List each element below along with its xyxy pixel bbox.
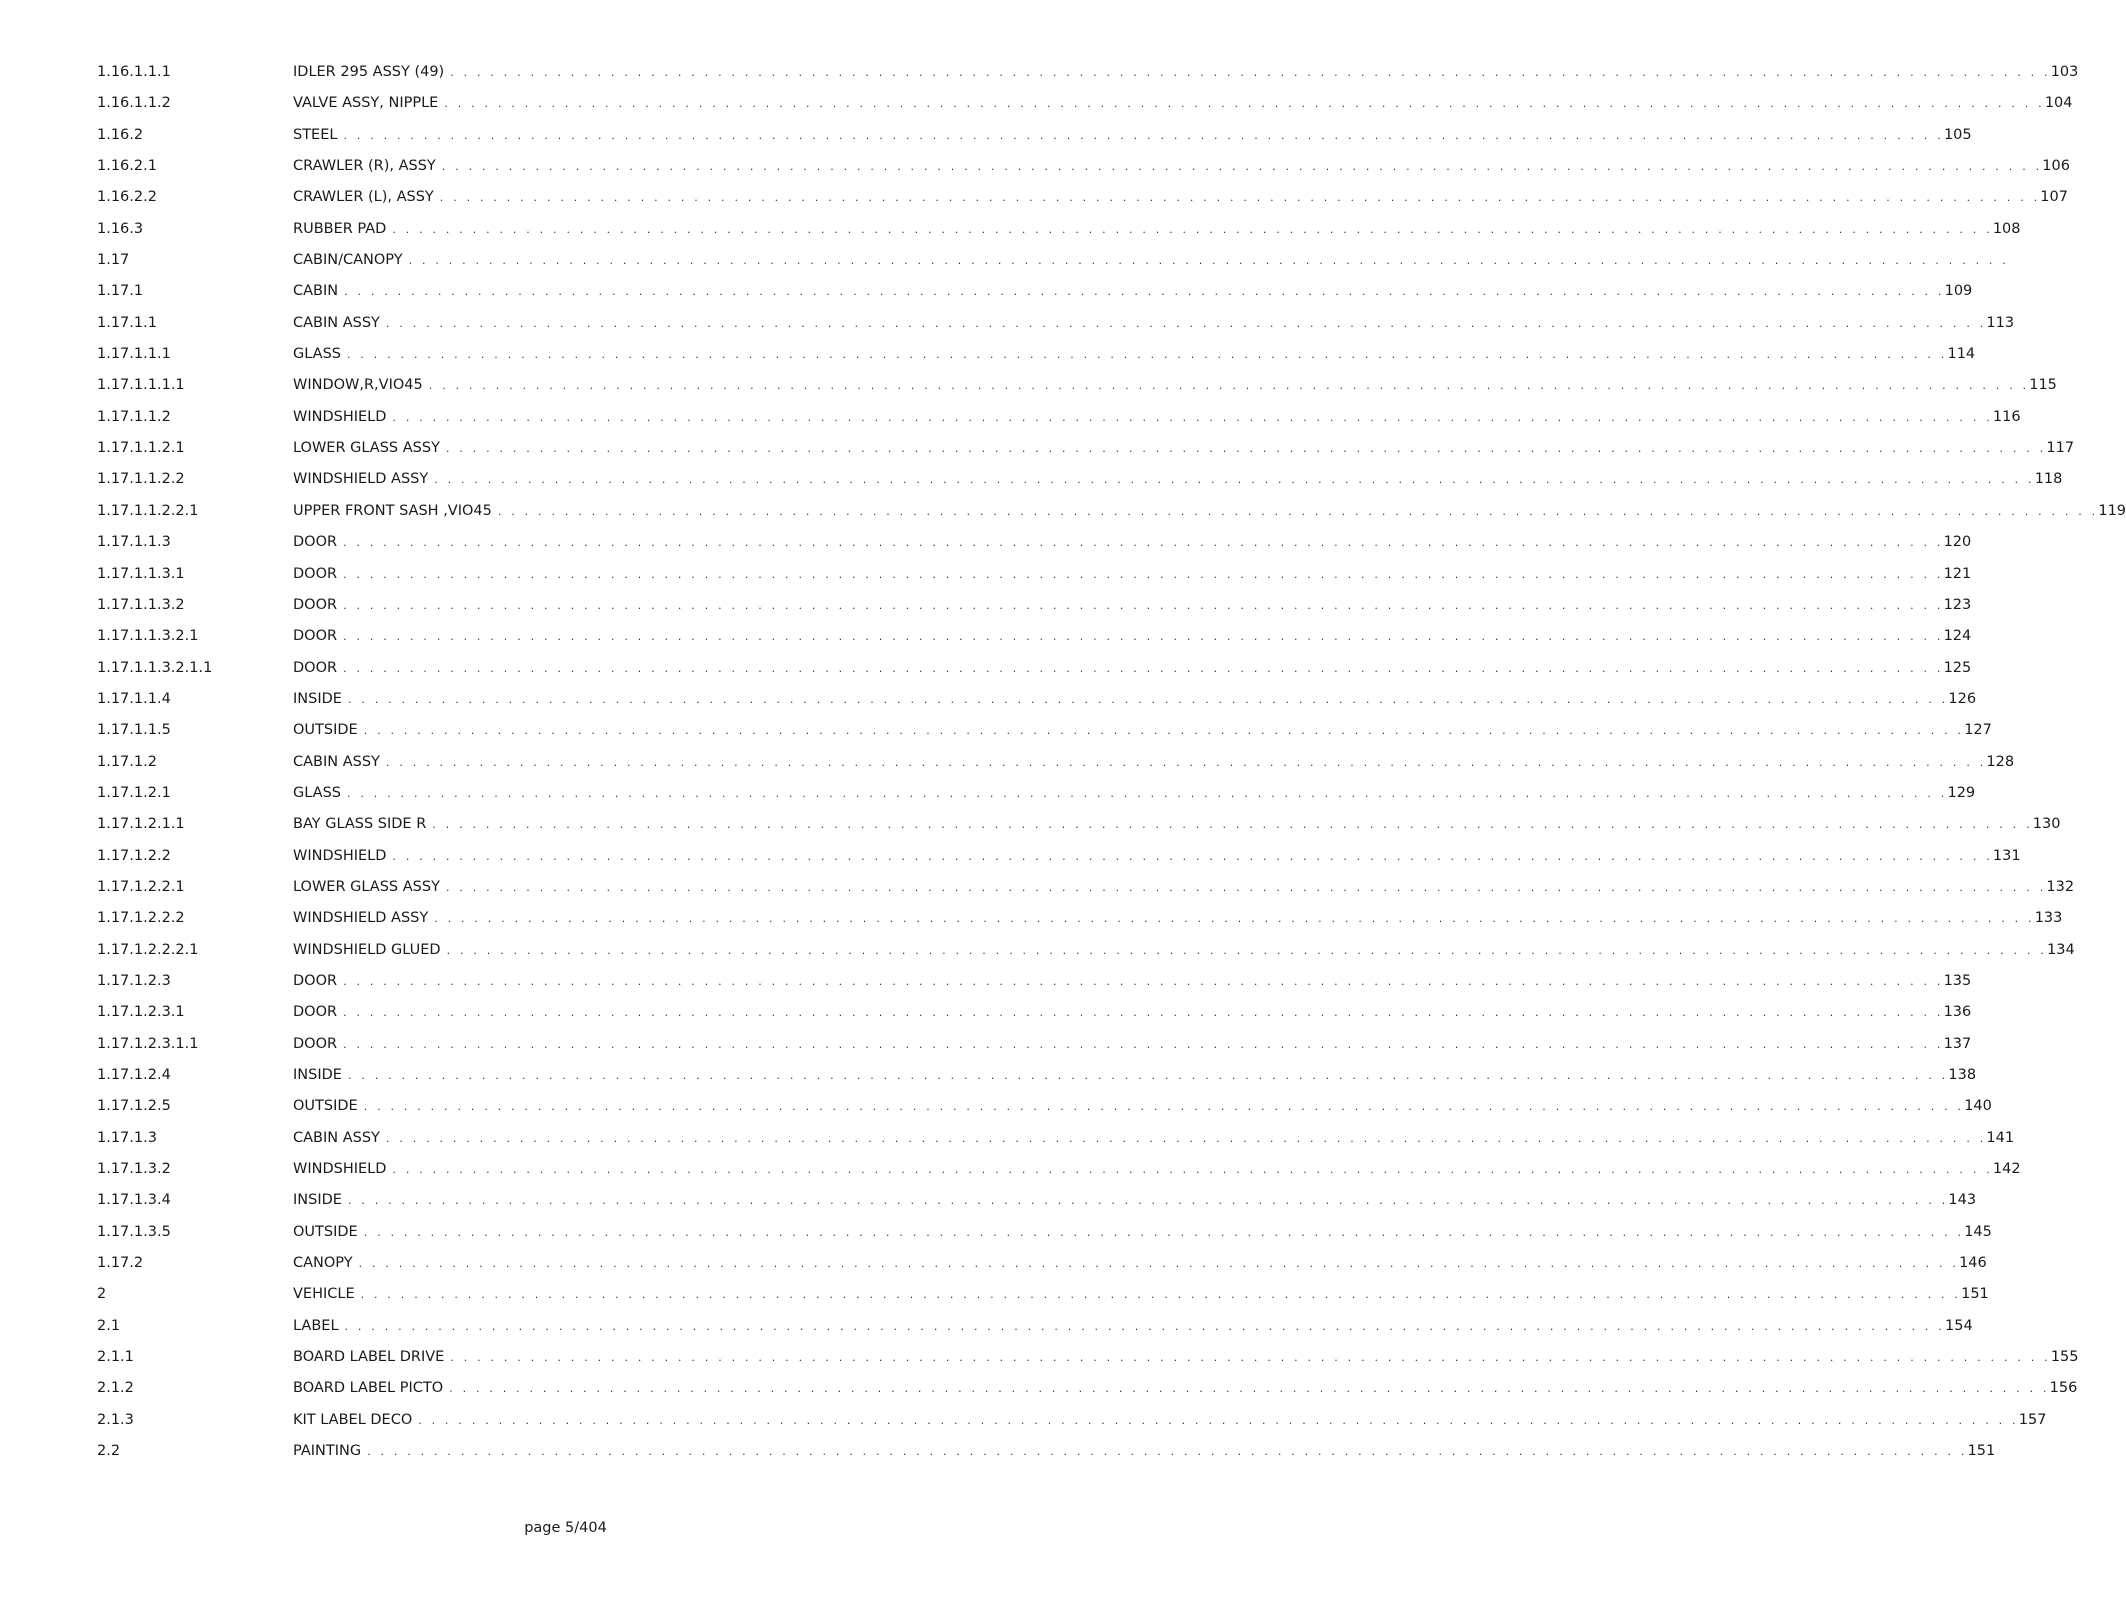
toc-entry-page-number: 129 bbox=[1947, 784, 1976, 801]
toc-entry-number: 1.17.1.2.5 bbox=[97, 1098, 171, 1115]
toc-entry-number: 1.17.1.1.2 bbox=[97, 408, 171, 425]
toc-entry-page-number: 105 bbox=[1943, 126, 1972, 143]
toc-entry-number: 1.17.1.1.3 bbox=[97, 534, 171, 551]
toc-entry-number: 1.17.1 bbox=[97, 283, 144, 300]
toc-entry-number: 1.17.1.2.2 bbox=[97, 847, 171, 864]
toc-entry-title: IDLER 295 ASSY (49) bbox=[293, 64, 445, 80]
toc-entry[interactable] bbox=[97, 1192, 1977, 1223]
dot-leader: . . . . . . . . . . . . . . . . . . . . . . . . . . . . . . . . . . . . . . . . . . . . . . . . . . . . . . . . . . . . . . . . . . . . . . . . . . . . . . . . . . . . . . . . . . . . . . . . . . . . . . . . . . . . . . . . . . . . . . . . bbox=[343, 567, 1944, 581]
toc-entry[interactable] bbox=[97, 1349, 2079, 1380]
toc-entry-page-number: 115 bbox=[2029, 377, 2057, 394]
toc-entry-number: 1.17.1.2.3.1 bbox=[97, 1004, 185, 1021]
toc-entry-page-number: 135 bbox=[1943, 972, 1972, 989]
toc-entry-title: RUBBER PAD bbox=[293, 220, 387, 237]
toc-entry-number: 2 bbox=[97, 1286, 107, 1303]
dot-leader: . . . . . . . . . . . . . . . . . . . . . . . . . . . . . . . . . . . . . . . . . . . . . . . . . . . . . . . . . . . . . . . . . . . . . . . . . . . . . . . . . . . . . . . . . . . . . . . . . . . . . . . . . . . . . . . . . . . . . . . . bbox=[392, 1163, 1993, 1177]
toc-entry-title: BOARD LABEL DRIVE bbox=[293, 1349, 445, 1366]
toc-entry[interactable] bbox=[97, 95, 2073, 126]
toc-entry-number: 1.17.1.1.4 bbox=[97, 690, 171, 707]
toc-entry[interactable] bbox=[97, 1443, 1996, 1474]
toc-entry-page-number: 132 bbox=[2046, 878, 2075, 895]
toc-entry-title: GLASS bbox=[293, 346, 341, 363]
toc-entry-page-number: 120 bbox=[1943, 534, 1972, 551]
toc-entry-page-number: 130 bbox=[2032, 816, 2061, 833]
toc-entry[interactable] bbox=[97, 596, 1972, 628]
toc-entry[interactable] bbox=[97, 565, 1972, 597]
toc-entry-page-number: 157 bbox=[2018, 1411, 2047, 1428]
toc-entry-number: 1.17.1.1.3.2 bbox=[97, 596, 185, 613]
dot-leader: . . . . . . . . . . . . . . . . . . . . . . . . . . . . . . . . . . . . . . . . . . . . . . . . . . . . . . . . . . . . . . . . . . . . . . . . . . . . . . . . . . . . . . . . . . . . . . . . . . . . . . . . . . . . . . . . . . . . . . . . bbox=[347, 1069, 1949, 1082]
toc-entry[interactable] bbox=[97, 1255, 1987, 1286]
toc-entry-title: CABIN/CANOPY bbox=[293, 252, 403, 269]
toc-entry-number: 2.2 bbox=[97, 1443, 121, 1460]
dot-leader: . . . . . . . . . . . . . . . . . . . . . . . . . . . . . . . . . . . . . . . . . . . . . . . . . . . . . . . . . . . . . . . . . . . . . . . . . . . . . . . . . . . . . . . . . . . . . . . . . . . . . . . . . . . . . . . . . . . . . . . . bbox=[450, 66, 2051, 79]
toc-entry-page-number: 155 bbox=[2050, 1349, 2079, 1366]
toc-entry[interactable] bbox=[97, 534, 1972, 565]
toc-entry[interactable] bbox=[97, 346, 1976, 377]
toc-entry-page-number: 124 bbox=[1943, 628, 1972, 645]
toc-entry-page-number: 126 bbox=[1948, 690, 1977, 707]
toc-entry[interactable] bbox=[97, 502, 2126, 534]
toc-entry[interactable] bbox=[97, 878, 2075, 910]
toc-entry-number: 1.17.1.1.2.2 bbox=[97, 471, 185, 488]
toc-entry[interactable] bbox=[97, 1004, 1972, 1035]
toc-entry-number: 1.17.1.2.4 bbox=[97, 1067, 171, 1083]
toc-entry[interactable] bbox=[97, 1035, 1972, 1067]
dot-leader: . . . . . . . . . . . . . . . . . . . . . . . . . . . . . . . . . . . . . . . . . . . . . . . . . . . . . . . . . . . . . . . . . . . . . . . . . . . . . . . . . . . . . . . . . . . . . . . . . . . . . . . . . . . . . . . . . . . . . . . . bbox=[445, 880, 2047, 894]
toc-entry[interactable] bbox=[97, 753, 2015, 785]
toc-entry-title: INSIDE bbox=[293, 1067, 342, 1083]
toc-entry-title: DOOR bbox=[293, 628, 338, 645]
toc-entry[interactable] bbox=[97, 220, 2021, 252]
toc-entry-page-number: 109 bbox=[1944, 283, 1973, 300]
dot-leader: . . . . . . . . . . . . . . . . . . . . . . . . . . . . . . . . . . . . . . . . . . . . . . . . . . . . . . . . . . . . . . . . . . . . . . . . . . . . . . . . . . . . . . . . . . . . . . . . . . . . . . . . . . . . . . . . . . . . . . . . bbox=[444, 97, 2045, 111]
toc-entry-title: CRAWLER (L), ASSY bbox=[293, 189, 434, 206]
toc-entry-page-number: 154 bbox=[1945, 1317, 1973, 1334]
toc-entry-page-number: 151 bbox=[1967, 1443, 1996, 1460]
toc-entry[interactable] bbox=[97, 784, 1976, 816]
toc-entry-number: 1.17 bbox=[97, 252, 130, 269]
toc-entry-number: 1.16.2.1 bbox=[97, 158, 157, 175]
toc-entry-page-number: 146 bbox=[1959, 1255, 1987, 1272]
toc-entry-number: 1.16.2.2 bbox=[97, 189, 157, 206]
toc-entry-title: BAY GLASS SIDE R bbox=[293, 816, 427, 833]
toc-entry[interactable] bbox=[97, 1161, 2021, 1192]
table-of-contents bbox=[97, 64, 2126, 1474]
toc-entry-page-number: 107 bbox=[2040, 189, 2068, 206]
toc-entry-title: WINDSHIELD bbox=[293, 1161, 387, 1178]
dot-leader: . . . . . . . . . . . . . . . . . . . . . . . . . . . . . . . . . . . . . . . . . . . . . . . . . . . . . . . . . . . . . . . . . . . . . . . . . . . . . . . . . . . . . . . . . . . . . . . . . . . . . . . . . . . . . . . . . . . . . . . . bbox=[434, 473, 2035, 487]
toc-entry-page-number: 138 bbox=[1948, 1067, 1977, 1083]
toc-entry-page-number: 128 bbox=[1986, 753, 2015, 770]
toc-entry-title: LABEL bbox=[293, 1317, 339, 1334]
toc-entry-title: CABIN ASSY bbox=[293, 314, 380, 331]
toc-entry-number: 1.16.1.1.1 bbox=[97, 64, 171, 80]
toc-entry-title: DOOR bbox=[293, 659, 338, 676]
toc-entry-number: 1.17.2 bbox=[97, 1255, 144, 1272]
toc-entry[interactable] bbox=[97, 158, 2070, 189]
toc-entry-page-number: 125 bbox=[1943, 659, 1972, 676]
dot-leader: . . . . . . . . . . . . . . . . . . . . . . . . . . . . . . . . . . . . . . . . . . . . . . . . . . . . . . . . . . . . . . . . . . . . . . . . . . . . . . . . . . . . . . . . . . . . . . . . . . . . . . . . . . . . . . . . . . . . . . . . bbox=[343, 128, 1944, 142]
toc-entry-title: CABIN ASSY bbox=[293, 753, 380, 770]
toc-entry[interactable] bbox=[97, 1286, 1989, 1317]
dot-leader: . . . . . . . . . . . . . . . . . . . . . . . . . . . . . . . . . . . . . . . . . . . . . . . . . . . . . . . . . . . . . . . . . . . . . . . . . . . . . . . . . . . . . . . . . . . . . . . . . . . . . . . . . . . . . . . . . . . . . . . . bbox=[343, 661, 1944, 675]
toc-entry-number: 1.17.1.1.1.1 bbox=[97, 377, 185, 394]
toc-entry-page-number: 106 bbox=[2042, 158, 2070, 175]
toc-entry-title: WINDSHIELD ASSY bbox=[293, 910, 429, 927]
dot-leader: . . . . . . . . . . . . . . . . . . . . . . . . . . . . . . . . . . . . . . . . . . . . . . . . . . . . . . . . . . . . . . . . . . . . . . . . . . . . . . . . . . . . . . . . . . . . . . . . . . . . . . . . . . . . . . . . . . . . . . . . bbox=[450, 1351, 2051, 1365]
toc-entry-number: 1.17.1.3.4 bbox=[97, 1192, 171, 1209]
toc-entry[interactable] bbox=[97, 1223, 1992, 1255]
dot-leader: . . . . . . . . . . . . . . . . . . . . . . . . . . . . . . . . . . . . . . . . . . . . . . . . . . . . . . . . . . . . . . . . . . . . . . . . . . . . . . . . . . . . . . . . . . . . . . . . . . . . . . . . . . . . . . . . . . . . . . . . bbox=[347, 692, 1949, 706]
toc-entry-title: OUTSIDE bbox=[293, 722, 358, 739]
toc-entry-page-number: 141 bbox=[1986, 1129, 2015, 1146]
toc-entry-page-number: 156 bbox=[2049, 1380, 2078, 1397]
toc-entry-page-number: 123 bbox=[1943, 596, 1972, 613]
toc-entry-page-number: 108 bbox=[1992, 220, 2021, 237]
toc-entry[interactable] bbox=[97, 628, 1972, 659]
toc-entry-number: 1.17.1.3.5 bbox=[97, 1223, 171, 1240]
dot-leader: . . . . . . . . . . . . . . . . . . . . . . . . . . . . . . . . . . . . . . . . . . . . . . . . . . . . . . . . . . . . . . . . . . . . . . . . . . . . . . . . . . . . . . . . . . . . . . . . . . . . . . . . . . . . . . . . . . . . . . . . bbox=[343, 1006, 1944, 1020]
toc-entry[interactable] bbox=[97, 690, 1977, 722]
toc-entry-number: 1.17.1.2.1.1 bbox=[97, 816, 185, 833]
dot-leader: . . . . . . . . . . . . . . . . . . . . . . . . . . . . . . . . . . . . . . . . . . . . . . . . . . . . . . . . . . . . . . . . . . . . . . . . . . . . . . . . . . . . . . . . . . . . . . . . . . . . . . . . . . . . . . . . . . . . . . . . bbox=[343, 598, 1944, 612]
toc-entry-title: DOOR bbox=[293, 565, 338, 582]
toc-entry-number: 1.17.1.2.2.2 bbox=[97, 910, 185, 927]
dot-leader: . . . . . . . . . . . . . . . . . . . . . . . . . . . . . . . . . . . . . . . . . . . . . . . . . . . . . . . . . . . . . . . . . . . . . . . . . . . . . . . . . . . . . . . . . . . . . . . . . . . . . . . . . . . . . . . . . . . . . . . . bbox=[441, 160, 2043, 174]
toc-entry-number: 1.17.1.1.3.1 bbox=[97, 565, 185, 582]
toc-entry[interactable] bbox=[97, 377, 2057, 408]
dot-leader: . . . . . . . . . . . . . . . . . . . . . . . . . . . . . . . . . . . . . . . . . . . . . . . . . . . . . . . . . . . . . . . . . . . . . . . . . . . . . . . . . . . . . . . . . . . . . . . . . . . . . . . . . . . . . . . . . . . . . . . . bbox=[344, 285, 1945, 299]
toc-entry-title: LOWER GLASS ASSY bbox=[293, 878, 440, 895]
toc-entry-page-number: 103 bbox=[2050, 64, 2079, 80]
toc-entry-page-number: 116 bbox=[1992, 408, 2021, 425]
dot-leader: . . . . . . . . . . . . . . . . . . . . . . . . . . . . . . . . . . . . . . . . . . . . . . . . . . . . . . . . . . . . . . . . . . . . . . . . . . . . . . . . . . . . . . . . . . . . . . . . . . . . . . . . . . . . . . . . . . . . . . . . bbox=[408, 254, 2010, 268]
dot-leader: . . . . . . . . . . . . . . . . . . . . . . . . . . . . . . . . . . . . . . . . . . . . . . . . . . . . . . . . . . . . . . . . . . . . . . . . . . . . . . . . . . . . . . . . . . . . . . . . . . . . . . . . . . . . . . . . . . . . . . . . bbox=[347, 1194, 1949, 1208]
toc-entry-number: 1.17.1.1 bbox=[97, 314, 157, 331]
toc-entry-title: OUTSIDE bbox=[293, 1223, 358, 1240]
toc-entry-title: CABIN ASSY bbox=[293, 1129, 380, 1146]
toc-entry-number: 1.17.1.2.3.1.1 bbox=[97, 1035, 199, 1052]
toc-entry-number: 2.1.1 bbox=[97, 1349, 134, 1366]
dot-leader: . . . . . . . . . . . . . . . . . . . . . . . . . . . . . . . . . . . . . . . . . . . . . . . . . . . . . . . . . . . . . . . . . . . . . . . . . . . . . . . . . . . . . . . . . . . . . . . . . . . . . . . . . . . . . . . . . . . . . . . . bbox=[346, 786, 1948, 800]
toc-entry[interactable] bbox=[97, 408, 2021, 440]
toc-entry-title: VEHICLE bbox=[293, 1286, 355, 1303]
toc-entry-title: PAINTING bbox=[293, 1443, 362, 1460]
toc-entry-number: 1.17.1.3 bbox=[97, 1129, 157, 1146]
toc-entry-title: CANOPY bbox=[293, 1255, 353, 1272]
dot-leader: . . . . . . . . . . . . . . . . . . . . . . . . . . . . . . . . . . . . . . . . . . . . . . . . . . . . . . . . . . . . . . . . . . . . . . . . . . . . . . . . . . . . . . . . . . . . . . . . . . . . . . . . . . . . . . . . . . . . . . . . bbox=[343, 536, 1944, 550]
toc-entry-title: OUTSIDE bbox=[293, 1098, 358, 1115]
toc-entry-title: DOOR bbox=[293, 596, 338, 613]
toc-entry[interactable] bbox=[97, 64, 2079, 95]
dot-leader: . . . . . . . . . . . . . . . . . . . . . . . . . . . . . . . . . . . . . . . . . . . . . . . . . . . . . . . . . . . . . . . . . . . . . . . . . . . . . . . . . . . . . . . . . . . . . . . . . . . . . . . . . . . . . . . . . . . . . . . . bbox=[497, 504, 2099, 518]
toc-entry[interactable] bbox=[97, 1317, 1973, 1349]
toc-entry[interactable] bbox=[97, 126, 1972, 158]
toc-entry-title: WINDOW,R,VIO45 bbox=[293, 377, 423, 394]
dot-leader: . . . . . . . . . . . . . . . . . . . . . . . . . . . . . . . . . . . . . . . . . . . . . . . . . . . . . . . . . . . . . . . . . . . . . . . . . . . . . . . . . . . . . . . . . . . . . . . . . . . . . . . . . . . . . . . . . . . . . . . . bbox=[358, 1257, 1960, 1271]
dot-leader: . . . . . . . . . . . . . . . . . . . . . . . . . . . . . . . . . . . . . . . . . . . . . . . . . . . . . . . . . . . . . . . . . . . . . . . . . . . . . . . . . . . . . . . . . . . . . . . . . . . . . . . . . . . . . . . . . . . . . . . . bbox=[439, 191, 2041, 205]
toc-entry-number: 1.17.1.1.3.2.1 bbox=[97, 628, 199, 645]
toc-entry-number: 1.17.1.2.2.2.1 bbox=[97, 941, 199, 958]
toc-entry-number: 2.1.3 bbox=[97, 1411, 134, 1428]
toc-entry-title: STEEL bbox=[293, 126, 338, 143]
toc-entry-number: 1.16.1.1.2 bbox=[97, 95, 171, 112]
toc-entry[interactable] bbox=[97, 1067, 1977, 1098]
toc-entry-title: DOOR bbox=[293, 972, 338, 989]
toc-entry[interactable] bbox=[97, 1098, 1992, 1129]
toc-entry-page-number: 134 bbox=[2047, 941, 2075, 958]
toc-entry-page-number: 145 bbox=[1964, 1223, 1992, 1240]
toc-entry-page-number: 117 bbox=[2046, 440, 2075, 457]
toc-entry-page-number: 131 bbox=[1992, 847, 2021, 864]
toc-entry-title: GLASS bbox=[293, 784, 341, 801]
toc-entry[interactable] bbox=[97, 314, 2015, 346]
toc-entry[interactable] bbox=[97, 1411, 2047, 1443]
toc-entry[interactable] bbox=[97, 972, 1972, 1004]
toc-entry-number: 1.17.1.2.2.1 bbox=[97, 878, 185, 895]
dot-leader: . . . . . . . . . . . . . . . . . . . . . . . . . . . . . . . . . . . . . . . . . . . . . . . . . . . . . . . . . . . . . . . . . . . . . . . . . . . . . . . . . . . . . . . . . . . . . . . . . . . . . . . . . . . . . . . . . . . . . . . . bbox=[385, 1131, 1987, 1145]
dot-leader: . . . . . . . . . . . . . . . . . . . . . . . . . . . . . . . . . . . . . . . . . . . . . . . . . . . . . . . . . . . . . . . . . . . . . . . . . . . . . . . . . . . . . . . . . . . . . . . . . . . . . . . . . . . . . . . . . . . . . . . . bbox=[363, 1225, 1965, 1239]
toc-entry[interactable] bbox=[97, 910, 2063, 941]
toc-entry-number: 1.16.2 bbox=[97, 126, 144, 143]
toc-entry-title: UPPER FRONT SASH ,VIO45 bbox=[293, 502, 492, 519]
dot-leader: . . . . . . . . . . . . . . . . . . . . . . . . . . . . . . . . . . . . . . . . . . . . . . . . . . . . . . . . . . . . . . . . . . . . . . . . . . . . . . . . . . . . . . . . . . . . . . . . . . . . . . . . . . . . . . . . . . . . . . . . bbox=[392, 849, 1993, 863]
dot-leader: . . . . . . . . . . . . . . . . . . . . . . . . . . . . . . . . . . . . . . . . . . . . . . . . . . . . . . . . . . . . . . . . . . . . . . . . . . . . . . . . . . . . . . . . . . . . . . . . . . . . . . . . . . . . . . . . . . . . . . . . bbox=[392, 222, 1993, 236]
toc-entry-page-number: 113 bbox=[1986, 314, 2015, 331]
toc-entry-page-number: 127 bbox=[1964, 722, 1992, 739]
toc-entry-number: 1.16.3 bbox=[97, 220, 144, 237]
toc-entry[interactable] bbox=[97, 816, 2061, 847]
toc-entry-page-number: 137 bbox=[1943, 1035, 1972, 1052]
toc-entry-title: WINDSHIELD ASSY bbox=[293, 471, 429, 488]
dot-leader: . . . . . . . . . . . . . . . . . . . . . . . . . . . . . . . . . . . . . . . . . . . . . . . . . . . . . . . . . . . . . . . . . . . . . . . . . . . . . . . . . . . . . . . . . . . . . . . . . . . . . . . . . . . . . . . . . . . . . . . . bbox=[432, 818, 2033, 832]
toc-entry-number: 1.17.1.2.3 bbox=[97, 972, 171, 989]
toc-entry-title: DOOR bbox=[293, 534, 338, 551]
toc-entry-title: WINDSHIELD bbox=[293, 847, 387, 864]
toc-entry-number: 1.17.1.2.1 bbox=[97, 784, 171, 801]
dot-leader: . . . . . . . . . . . . . . . . . . . . . . . . . . . . . . . . . . . . . . . . . . . . . . . . . . . . . . . . . . . . . . . . . . . . . . . . . . . . . . . . . . . . . . . . . . . . . . . . . . . . . . . . . . . . . . . . . . . . . . . . bbox=[385, 316, 1987, 330]
toc-entry-title: KIT LABEL DECO bbox=[293, 1411, 413, 1428]
toc-entry-page-number: 143 bbox=[1948, 1192, 1977, 1209]
toc-entry-page-number: 119 bbox=[2098, 502, 2126, 519]
dot-leader: . . . . . . . . . . . . . . . . . . . . . . . . . . . . . . . . . . . . . . . . . . . . . . . . . . . . . . . . . . . . . . . . . . . . . . . . . . . . . . . . . . . . . . . . . . . . . . . . . . . . . . . . . . . . . . . . . . . . . . . . bbox=[418, 1413, 2019, 1427]
dot-leader: . . . . . . . . . . . . . . . . . . . . . . . . . . . . . . . . . . . . . . . . . . . . . . . . . . . . . . . . . . . . . . . . . . . . . . . . . . . . . . . . . . . . . . . . . . . . . . . . . . . . . . . . . . . . . . . . . . . . . . . . bbox=[343, 630, 1944, 644]
toc-entry[interactable] bbox=[97, 1129, 2015, 1161]
toc-entry[interactable] bbox=[97, 471, 2063, 502]
toc-entry[interactable] bbox=[97, 283, 1973, 314]
toc-entry-title: INSIDE bbox=[293, 690, 342, 707]
toc-entry[interactable] bbox=[97, 941, 2075, 973]
dot-leader: . . . . . . . . . . . . . . . . . . . . . . . . . . . . . . . . . . . . . . . . . . . . . . . . . . . . . . . . . . . . . . . . . . . . . . . . . . . . . . . . . . . . . . . . . . . . . . . . . . . . . . . . . . . . . . . . . . . . . . . . bbox=[343, 1037, 1944, 1051]
toc-entry-title: VALVE ASSY, NIPPLE bbox=[293, 95, 439, 112]
dot-leader: . . . . . . . . . . . . . . . . . . . . . . . . . . . . . . . . . . . . . . . . . . . . . . . . . . . . . . . . . . . . . . . . . . . . . . . . . . . . . . . . . . . . . . . . . . . . . . . . . . . . . . . . . . . . . . . . . . . . . . . . bbox=[434, 912, 2035, 926]
toc-entry-page-number: 118 bbox=[2034, 471, 2063, 488]
toc-entry-title: DOOR bbox=[293, 1035, 338, 1052]
dot-leader: . . . . . . . . . . . . . . . . . . . . . . . . . . . . . . . . . . . . . . . . . . . . . . . . . . . . . . . . . . . . . . . . . . . . . . . . . . . . . . . . . . . . . . . . . . . . . . . . . . . . . . . . . . . . . . . . . . . . . . . . bbox=[428, 379, 2030, 393]
page-footer: page 5/404 bbox=[524, 1520, 607, 1536]
dot-leader: . . . . . . . . . . . . . . . . . . . . . . . . . . . . . . . . . . . . . . . . . . . . . . . . . . . . . . . . . . . . . . . . . . . . . . . . . . . . . . . . . . . . . . . . . . . . . . . . . . . . . . . . . . . . . . . . . . . . . . . . bbox=[392, 410, 1993, 424]
toc-entry-title: CRAWLER (R), ASSY bbox=[293, 158, 436, 175]
toc-entry[interactable] bbox=[97, 440, 2075, 471]
dot-leader: . . . . . . . . . . . . . . . . . . . . . . . . . . . . . . . . . . . . . . . . . . . . . . . . . . . . . . . . . . . . . . . . . . . . . . . . . . . . . . . . . . . . . . . . . . . . . . . . . . . . . . . . . . . . . . . . . . . . . . . . bbox=[360, 1288, 1962, 1302]
toc-entry-page-number: 121 bbox=[1943, 565, 1972, 582]
toc-entry-title: BOARD LABEL PICTO bbox=[293, 1380, 444, 1397]
toc-entry-number: 1.17.1.1.2.1 bbox=[97, 440, 185, 457]
dot-leader: . . . . . . . . . . . . . . . . . . . . . . . . . . . . . . . . . . . . . . . . . . . . . . . . . . . . . . . . . . . . . . . . . . . . . . . . . . . . . . . . . . . . . . . . . . . . . . . . . . . . . . . . . . . . . . . . . . . . . . . . bbox=[449, 1382, 2050, 1396]
toc-entry-number: 2.1 bbox=[97, 1317, 121, 1334]
dot-leader: . . . . . . . . . . . . . . . . . . . . . . . . . . . . . . . . . . . . . . . . . . . . . . . . . . . . . . . . . . . . . . . . . . . . . . . . . . . . . . . . . . . . . . . . . . . . . . . . . . . . . . . . . . . . . . . . . . . . . . . . bbox=[363, 1100, 1965, 1114]
toc-entry-number: 1.17.1.1.2.2.1 bbox=[97, 502, 199, 519]
toc-entry-page-number: 140 bbox=[1964, 1098, 1992, 1115]
toc-entry[interactable] bbox=[97, 189, 2068, 220]
toc-entry-number: 1.17.1.1.1 bbox=[97, 346, 171, 363]
dot-leader: . . . . . . . . . . . . . . . . . . . . . . . . . . . . . . . . . . . . . . . . . . . . . . . . . . . . . . . . . . . . . . . . . . . . . . . . . . . . . . . . . . . . . . . . . . . . . . . . . . . . . . . . . . . . . . . . . . . . . . . . bbox=[346, 348, 1948, 362]
toc-entry-title: WINDSHIELD GLUED bbox=[293, 941, 441, 958]
toc-entry-number: 1.17.1.3.2 bbox=[97, 1161, 171, 1178]
toc-entry[interactable] bbox=[97, 252, 2010, 283]
toc-entry-title: WINDSHIELD bbox=[293, 408, 387, 425]
dot-leader: . . . . . . . . . . . . . . . . . . . . . . . . . . . . . . . . . . . . . . . . . . . . . . . . . . . . . . . . . . . . . . . . . . . . . . . . . . . . . . . . . . . . . . . . . . . . . . . . . . . . . . . . . . . . . . . . . . . . . . . . bbox=[343, 974, 1944, 988]
toc-entry-title: CABIN bbox=[293, 283, 339, 300]
toc-entry-number: 2.1.2 bbox=[97, 1380, 134, 1397]
toc-entry-number: 1.17.1.2 bbox=[97, 753, 157, 770]
dot-leader: . . . . . . . . . . . . . . . . . . . . . . . . . . . . . . . . . . . . . . . . . . . . . . . . . . . . . . . . . . . . . . . . . . . . . . . . . . . . . . . . . . . . . . . . . . . . . . . . . . . . . . . . . . . . . . . . . . . . . . . . bbox=[445, 442, 2047, 456]
toc-entry-title: DOOR bbox=[293, 1004, 338, 1021]
dot-leader: . . . . . . . . . . . . . . . . . . . . . . . . . . . . . . . . . . . . . . . . . . . . . . . . . . . . . . . . . . . . . . . . . . . . . . . . . . . . . . . . . . . . . . . . . . . . . . . . . . . . . . . . . . . . . . . . . . . . . . . . bbox=[363, 724, 1965, 738]
toc-entry-page-number: 142 bbox=[1992, 1161, 2021, 1178]
dot-leader: . . . . . . . . . . . . . . . . . . . . . . . . . . . . . . . . . . . . . . . . . . . . . . . . . . . . . . . . . . . . . . . . . . . . . . . . . . . . . . . . . . . . . . . . . . . . . . . . . . . . . . . . . . . . . . . . . . . . . . . . bbox=[446, 943, 2048, 957]
dot-leader: . . . . . . . . . . . . . . . . . . . . . . . . . . . . . . . . . . . . . . . . . . . . . . . . . . . . . . . . . . . . . . . . . . . . . . . . . . . . . . . . . . . . . . . . . . . . . . . . . . . . . . . . . . . . . . . . . . . . . . . . bbox=[344, 1319, 1946, 1333]
toc-entry[interactable] bbox=[97, 722, 1992, 753]
toc-entry[interactable] bbox=[97, 847, 2021, 879]
toc-entry[interactable] bbox=[97, 1380, 2078, 1411]
toc-entry[interactable] bbox=[97, 659, 1972, 691]
toc-entry-page-number: 136 bbox=[1943, 1004, 1972, 1021]
toc-entry-page-number: 114 bbox=[1947, 346, 1976, 363]
dot-leader: . . . . . . . . . . . . . . . . . . . . . . . . . . . . . . . . . . . . . . . . . . . . . . . . . . . . . . . . . . . . . . . . . . . . . . . . . . . . . . . . . . . . . . . . . . . . . . . . . . . . . . . . . . . . . . . . . . . . . . . . bbox=[385, 755, 1987, 769]
toc-entry-page-number: 151 bbox=[1961, 1286, 1989, 1303]
toc-entry-number: 1.17.1.1.3.2.1.1 bbox=[97, 659, 213, 676]
toc-entry-title: INSIDE bbox=[293, 1192, 342, 1209]
toc-entry-title: LOWER GLASS ASSY bbox=[293, 440, 440, 457]
dot-leader: . . . . . . . . . . . . . . . . . . . . . . . . . . . . . . . . . . . . . . . . . . . . . . . . . . . . . . . . . . . . . . . . . . . . . . . . . . . . . . . . . . . . . . . . . . . . . . . . . . . . . . . . . . . . . . . . . . . . . . . . bbox=[367, 1445, 1968, 1459]
toc-entry-number: 1.17.1.1.5 bbox=[97, 722, 171, 739]
toc-entry-page-number: 133 bbox=[2034, 910, 2063, 927]
toc-entry-page-number: 104 bbox=[2044, 95, 2073, 112]
